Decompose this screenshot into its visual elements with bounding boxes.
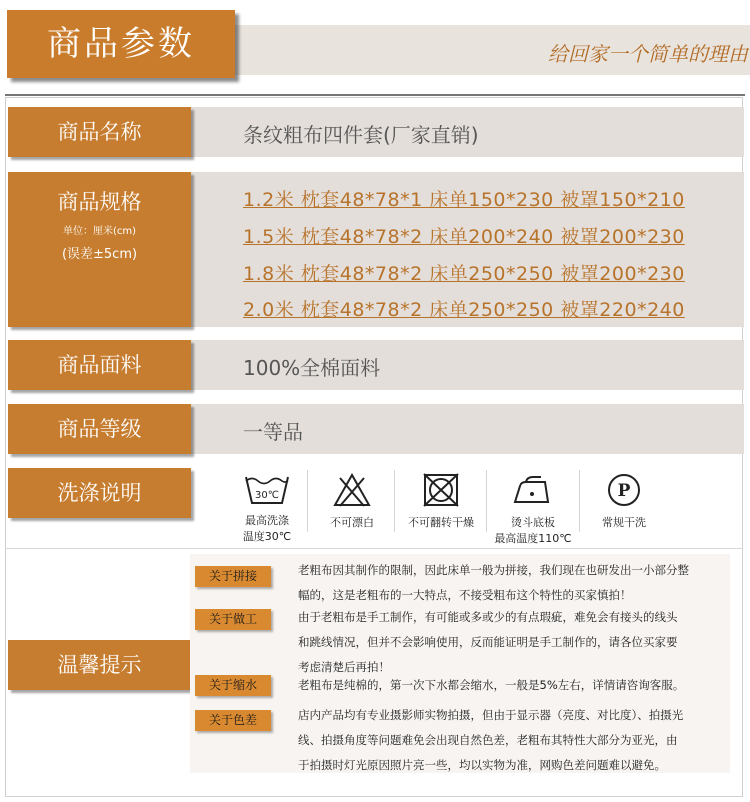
grade-value: 一等品 <box>243 420 303 444</box>
dry-clean-p-icon <box>605 472 643 508</box>
tip-line: 线、拍摄角度等问题难免会出现自然色差，老粗布其特性大部分为亚光，由 <box>298 733 678 747</box>
washing-label-text: 洗涤说明 <box>57 481 142 505</box>
wash-caption-2: 不可漂白 <box>330 516 374 529</box>
tip-line: 老粗布是纯棉的，第一次下水都会缩水，一般是5%左右，详情请咨询客服。 <box>298 678 685 692</box>
tips-divider <box>6 548 743 549</box>
wash-item-4 <box>488 472 578 546</box>
wash-separator <box>394 470 395 532</box>
tips-label-text: 温馨提示 <box>57 653 142 677</box>
washing-label <box>8 468 191 518</box>
spec-line-1: 1.2米 枕套48*78*1 床单150*230 被罩150*210 <box>243 189 685 211</box>
wash-caption-4b: 最高温度110℃ <box>494 532 572 545</box>
tip-tag-workmanship: 关于做工 <box>195 609 271 630</box>
tip-text-splicing <box>298 558 718 608</box>
spec-line-3: 1.8米 枕套48*78*2 床单250*250 被罩200*230 <box>243 263 685 285</box>
wash-separator <box>307 470 308 532</box>
tip-text-shrinkage <box>298 673 718 698</box>
wash-caption-4a: 烫斗底板 <box>511 516 555 529</box>
svg-text:30℃: 30℃ <box>255 490 279 501</box>
product-name-value: 条纹粗布四件套(厂家直销) <box>243 123 479 147</box>
wash-separator <box>486 470 487 532</box>
wash-item-2 <box>311 472 393 530</box>
specs-label <box>8 172 191 327</box>
tip-text-color-difference <box>298 703 718 778</box>
grade-label-text: 商品等级 <box>57 417 142 441</box>
wash-caption-5: 常规干洗 <box>602 516 646 529</box>
page-title: 商品参数 <box>47 24 195 64</box>
wash-item-1 <box>226 472 308 544</box>
tip-text-workmanship <box>298 605 718 680</box>
wash-item-5 <box>583 472 665 530</box>
spec-line-2: 1.5米 枕套48*78*2 床单200*240 被罩200*230 <box>243 226 685 248</box>
tip-tag-splicing: 关于拼接 <box>195 566 271 587</box>
tip-line: 于拍摄时灯光原因照片亮一些，均以实物为准，网购色差问题难以避免。 <box>298 758 666 772</box>
tip-line: 考虑清楚后再拍！ <box>298 660 390 674</box>
header-slogan: 给回家一个简单的理由 <box>548 42 748 66</box>
product-name-label <box>8 107 191 157</box>
product-name-label-text: 商品名称 <box>57 120 142 144</box>
tip-line: 老粗布因其制作的限制，因此床单一般为拼接，我们现在也研发出一小部分整 <box>298 563 689 577</box>
tip-line: 店内产品均有专业摄影师实物拍摄，但由于显示器（亮度、对比度）、拍摄光 <box>298 708 684 722</box>
wash-caption-3: 不可翻转干燥 <box>408 516 474 529</box>
wash-separator <box>579 470 580 532</box>
header-divider <box>5 94 745 96</box>
do-not-tumble-dry-icon <box>421 472 461 508</box>
specs-tolerance: (误差±5cm) <box>61 247 138 262</box>
tip-tag-color-difference: 关于色差 <box>195 710 271 731</box>
wash-30c-icon <box>243 472 291 506</box>
do-not-bleach-icon <box>332 472 372 508</box>
specs-label-text: 商品规格 <box>57 190 142 214</box>
tip-tag-shrinkage: 关于缩水 <box>195 675 271 696</box>
grade-label <box>8 404 191 454</box>
fabric-label <box>8 340 191 390</box>
specs-unit-note: 单位：厘米(cm) <box>62 226 137 237</box>
fabric-value: 100%全棉面料 <box>243 356 381 380</box>
spec-line-4: 2.0米 枕套48*78*2 床单250*250 被罩220*240 <box>243 299 685 321</box>
wash-caption-1b: 温度30℃ <box>242 530 292 543</box>
tip-line: 幅的，这是老粗布的一大特点，不接受粗布这个特性的买家慎拍！ <box>298 588 632 602</box>
svg-text:P: P <box>617 481 631 501</box>
fabric-label-text: 商品面料 <box>57 353 142 377</box>
tip-line: 由于老粗布是手工制作，有可能或多或少的有点瑕疵，难免会有接头的线头 <box>298 610 678 624</box>
wash-caption-1a: 最高洗涤 <box>245 514 289 527</box>
tip-line: 和跳线情况，但并不会影响使用，反而能证明是手工制作的，请各位买家要 <box>298 635 678 649</box>
tips-label <box>8 640 191 690</box>
iron-110c-icon <box>511 472 555 508</box>
wash-item-3 <box>398 472 484 530</box>
